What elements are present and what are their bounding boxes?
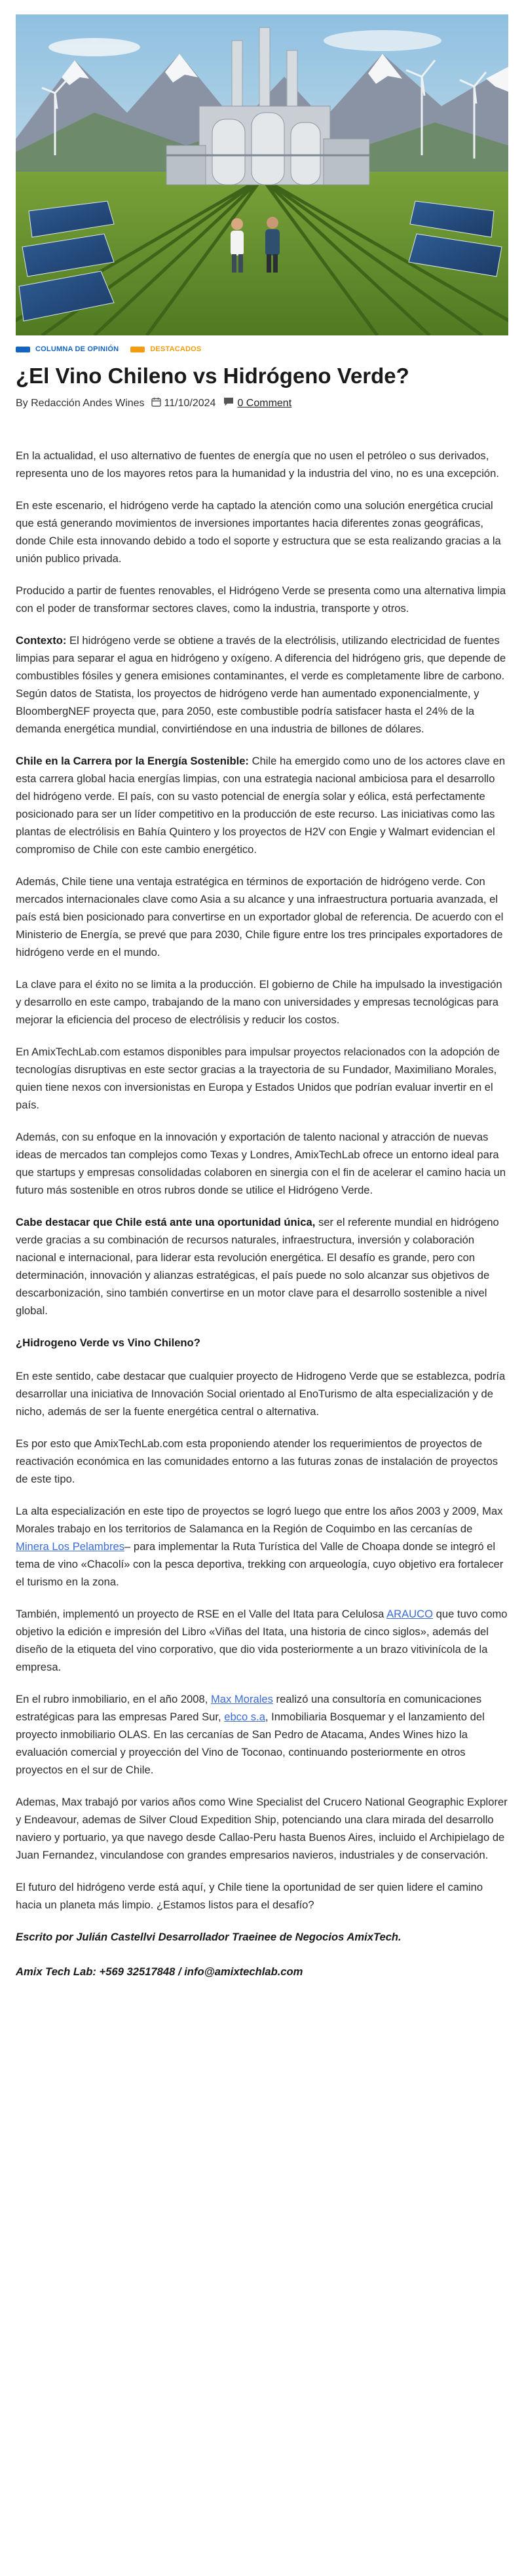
paragraph-lead: Chile en la Carrera por la Energía Sostenible: <box>16 755 249 767</box>
comment-icon <box>223 397 234 410</box>
paragraph: Es por esto que AmixTechLab.com esta proponiendo atender los requerimientos de proyectos de reactivación económica en las comunidades entorno a las futuras zonas de instalación de proyectos de este tipo. <box>16 1437 498 1485</box>
calendar-icon <box>151 397 161 410</box>
paragraph-text: El hidrógeno verde se obtiene a través de la electrólisis, utilizando electricidad de fuentes limpias para separar el agua en hidrógeno y oxígeno. A diferencia del hidrógeno gris, que depende de combustibles fósiles y genera emisiones contaminantes, el verde es completamente libre de carbono. Según datos de Statista, los proyectos de hidrógeno verde han aumentado exponencialmente, y BloombergNEF proyecta que, para 2050, este combustible podría satisfacer hasta el 24% de la demanda energética mundial, convirtiéndose en una industria de billones de dólares. <box>16 634 506 735</box>
author-signature: Escrito por Julián Castellvi Desarrollador Traeinee de Negocios AmixTech. <box>16 1931 402 1943</box>
paragraph-text: Chile ha emergido como uno de los actores clave en esta carrera global hacia energías limpias, con una estrategia nacional ambiciosa para el desarrollo del hidrógeno verde. El país, con su vasto potencial de energía solar y eólica, está perfectamente posicionado para ser un líder competitivo en la producción de este recurso. Las iniciativas como las plantas de electrólisis en Bahía Quintero y los proyectos de H2V con Engie y Walmart evidencian el compromiso de Chile con este cambio energético. <box>16 755 506 856</box>
paragraph: Producido a partir de fuentes renovables, el Hidrógeno Verde se presenta como una alternativa limpia con el poder de transformar sectores claves, como la industria, transporte y otros. <box>16 584 506 615</box>
link-max-morales[interactable]: Max Morales <box>210 1693 273 1705</box>
paragraph <box>16 632 508 738</box>
paragraph-text: , Inmobiliaria Bosquemar y el lanzamiento del proyecto inmobiliario OLAS. En las cercanías de San Pedro de Atacama, Andes Wines hizo la evaluación comercial y proyección del Vino de Toconao, continuando posteriormente en otros proyectos en el sur de Chile. <box>16 1711 485 1776</box>
paragraph: En este sentido, cabe destacar que cualquier proyecto de Hidrogeno Verde que se establezca, podría desarrollar una iniciativa de Innovación Social orientado al EnoTurismo de alta especialización y de nicho, además de ser la fuente energética central o alternativa. <box>16 1370 506 1418</box>
author-byline: By Redacción Andes Wines <box>16 398 145 409</box>
paragraph: En este escenario, el hidrógeno verde ha captado la atención como una solución energética crucial que está generando movimientos de inversiones importantes hacia diferentes zonas geográficas, donde Chile esta innovando debido a todo el soporte y estructura que se esta realizando gracias a la unión publico privada. <box>16 499 501 565</box>
paragraph <box>16 1213 508 1319</box>
paragraph-text: que tuvo como objetivo la edición e impresión del Libro «Viñas del Itata, una historia de cinco siglos», además del diseño de la etiqueta del vino corporativo, que dio vida posteriormente a un brazo vitivinícola de la empresa. <box>16 1608 508 1673</box>
paragraph: En AmixTechLab.com estamos disponibles para impulsar proyectos relacionados con la adopción de tecnologías disruptivas en este sector gracias a la trayectoria de su Fundador, Maximiliano Morales, quien tiene nexos con inversionistas en Europa y Estados Unidos que podrían evaluar invertir en el país. <box>16 1046 500 1111</box>
paragraph <box>16 1690 508 1779</box>
paragraph: Además, con su enfoque en la innovación y exportación de talento nacional y atracción de nuevas ideas de mercados tan complejos como Texas y Londres, AmixTechLab ofrece un entorno ideal para que startups y empresas consolidadas colaboren en sinergia con el fin de acelerar el camino hacia un futuro más sostenible en otros rubros donde se utilice el Hidrógeno Verde. <box>16 1131 506 1196</box>
paragraph: El futuro del hidrógeno verde está aquí, y Chile tiene la oportunidad de ser quien lidere el camino hacia un planeta más limpio. ¿Estamos listos para el desafío? <box>16 1881 483 1911</box>
article-title: ¿El Vino Chileno vs Hidrógeno Verde? <box>16 364 409 388</box>
paragraph-text: – para implementar la Ruta Turística del Valle de Choapa donde se integró el tema de vino «Chacolí» con la pesca deportiva, trekking con arqueología, cuyo objetivo era fortalecer el turismo en la zona. <box>16 1540 504 1588</box>
contact-signature: Amix Tech Lab: +569 32517848 / info@amixtechlab.com <box>16 1965 303 1978</box>
link-arauco[interactable]: ARAUCO <box>386 1608 434 1620</box>
tag-destacados[interactable] <box>130 345 201 353</box>
paragraph-text: realizó una consultoría en comunicaciones estratégicas para las empresas Pared Sur, <box>16 1693 482 1723</box>
paragraph <box>16 1605 508 1676</box>
paragraph-text: La alta especialización en este tipo de proyectos se logró luego que entre los años 2003 y 2009, Max Morales trabajo en los territorios de Salamanca en la Región de Coquimbo en las cercanías de <box>16 1505 503 1535</box>
link-minera-los-pelambres[interactable]: Minera Los Pelambres <box>16 1540 125 1553</box>
paragraph: Además, Chile tiene una ventaja estratégica en términos de exportación de hidrógeno verde. Con mercados internacionales clave como Asia a su alcance y una infraestructura portuaria avanzada, el país está bien posicionado para convertirse en un exportador global de referencia. De acuerdo con el Ministerio de Energía, se prevé que para 2030, Chile figure entre los tres principales exportadores de hidrógeno verde en el mundo. <box>16 875 504 958</box>
paragraph-text: En el rubro inmobiliario, en el año 2008, <box>16 1693 211 1705</box>
paragraph-text: También, implementó un proyecto de RSE en el Valle del Itata para Celulosa <box>16 1608 387 1620</box>
paragraph <box>16 752 508 858</box>
hero-illustration <box>16 14 508 335</box>
paragraph-text: ser el referente mundial en hidrógeno verde gracias a su combinación de recursos naturales, infraestructura, inversión y colaboración nacional e internacional, para liderar esta revolución energética. El desafío es grande, pero con determinación, innovación y alianzas estratégicas, el país puede no solo alcanzar sus objetivos de descarbonización, sino también convertirse en un motor clave para el desarrollo sostenible a nivel global. <box>16 1216 499 1317</box>
tag-color-swatch <box>16 347 30 352</box>
hero-image <box>16 14 508 335</box>
paragraph: La clave para el éxito no se limita a la producción. El gobierno de Chile ha impulsado la investigación y desarrollo en este campo, trabajando de la mano con universidades y empresas tecnológicas para mejorar la eficiencia del proceso de electrólisis y reducir los costos. <box>16 978 502 1026</box>
comments-link[interactable]: 0 Comment <box>237 398 292 409</box>
publish-date: 11/10/2024 <box>164 398 216 409</box>
section-subheading: ¿Hidrogeno Verde vs Vino Chileno? <box>16 1336 200 1349</box>
tag-color-swatch <box>130 347 145 352</box>
article-meta <box>16 396 291 411</box>
category-tags <box>16 343 201 355</box>
article-body <box>16 447 508 1998</box>
paragraph: Ademas, Max trabajó por varios años como Wine Specialist del Crucero National Geographic Explorer y Endeavour, ademas de Silver Cloud Expedition Ship, potenciando una clara mirada del desarrollo naviero y portuario, ya que navego desde Callao-Peru hasta Buenos Aires, incluido el Archipielago de Juan Fernandez, vinculandose con grandes empresarios navieros, industriales y de conservación. <box>16 1796 508 1861</box>
paragraph: En la actualidad, el uso alternativo de fuentes de energía que no usen el petróleo o sus derivados, representa uno de los mayores retos para la humanidad y la industria del vino, no es una excepción. <box>16 449 499 480</box>
paragraph <box>16 1502 508 1591</box>
paragraph-lead: Cabe destacar que Chile está ante una oportunidad única, <box>16 1216 316 1228</box>
link-ebco[interactable]: ebco s.a <box>224 1711 265 1723</box>
tag-label: COLUMNA DE OPINIÓN <box>35 345 119 353</box>
tag-label: DESTACADOS <box>150 345 202 353</box>
paragraph-lead: Contexto: <box>16 634 67 647</box>
tag-columna-de-opinion[interactable] <box>16 345 119 353</box>
